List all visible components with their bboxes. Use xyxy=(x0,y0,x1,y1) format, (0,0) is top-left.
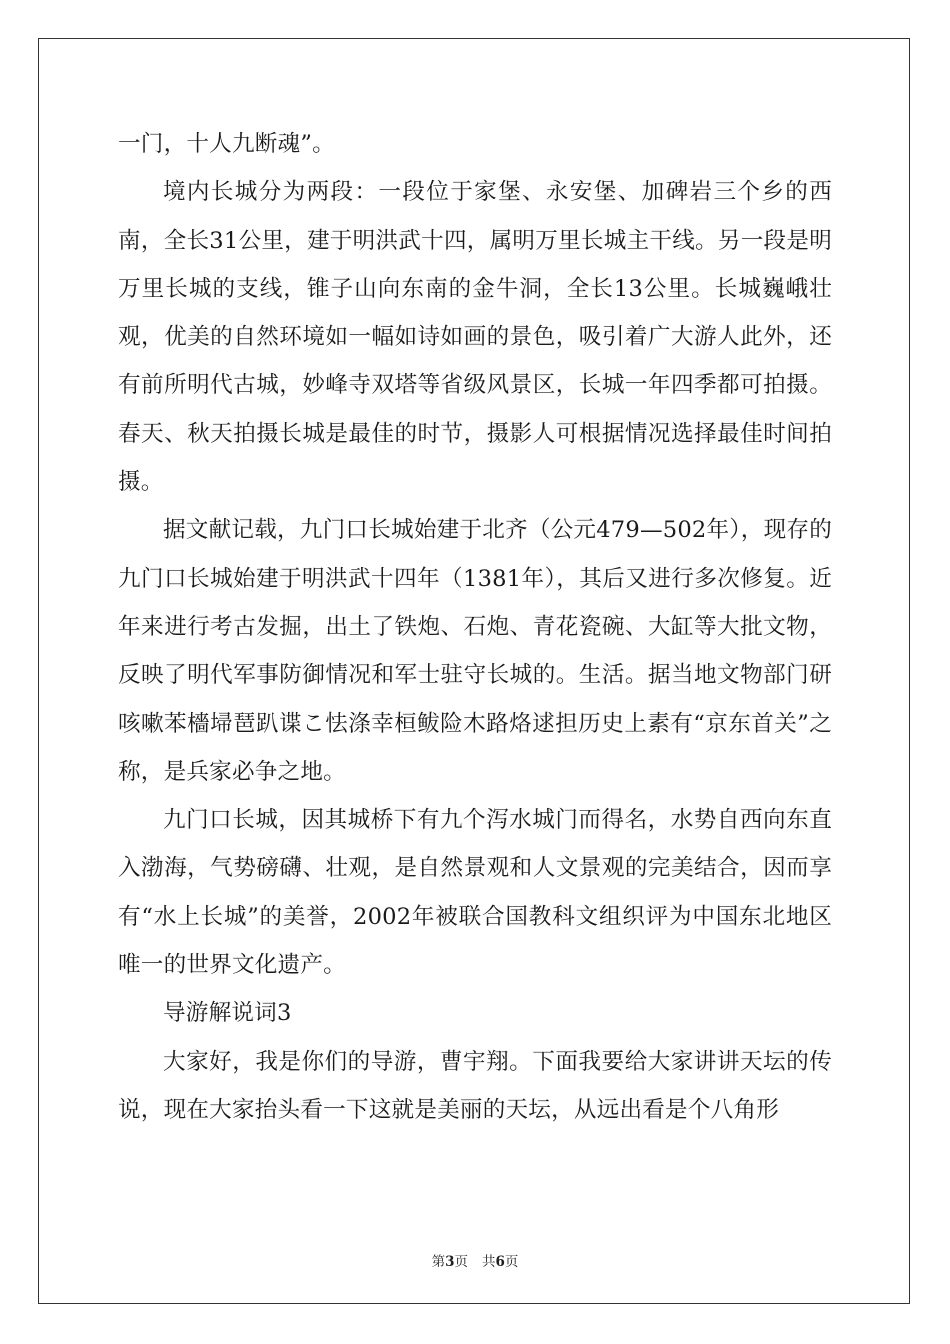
paragraph-1: 一门，十人九断魂”。 xyxy=(118,131,335,157)
section-heading: 导游解说词3 xyxy=(163,1000,292,1027)
paragraph-2: 境内长城分为两段：一段位于家堡、永安堡、加碑岩三个乡的西南，全长31公里，建于明洪武十四，属明万里长城主干线。另一段是明万里长城的支线，锥子山向东南的金牛洞，全长13公里。长城巍峨壮观，优美的自然环境如一幅如诗如画的景色，吸引着广大游人此外，还有前所明代古城，妙峰寺双塔等省级风景区，长城一年四季都可拍摄。春天、秋天拍摄长城是最佳的时节，摄影人可根据情况选择最佳时间拍摄。 xyxy=(118,179,832,496)
paragraph-4: 九门口长城，因其城桥下有九个泻水城门而得名，水势自西向东直入渤海，气势磅礴、壮观，是自然景观和人文景观的完美结合，因而享有“水上长城”的美誉，2002年被联合国教科文组织评为中国东北地区唯一的世界文化遗产。 xyxy=(118,807,832,979)
footer-total-suffix: 页 xyxy=(504,1254,519,1270)
footer-total-prefix: 共 xyxy=(482,1254,496,1270)
footer-prefix: 第 xyxy=(431,1254,446,1270)
current-page-number: 3 xyxy=(445,1254,455,1270)
paragraph-5: 大家好，我是你们的导游，曹宇翔。下面我要给大家讲讲天坛的传说，现在大家抬头看一下这就是美丽的天坛，从远出看是个八角形 xyxy=(118,1048,832,1123)
document-body xyxy=(118,120,832,1134)
page-footer xyxy=(0,1250,950,1270)
footer-page-suffix: 页 xyxy=(454,1254,468,1270)
total-page-number: 6 xyxy=(495,1254,505,1270)
paragraph-3: 据文献记载，九门口长城始建于北齐（公元479—502年），现存的九门口长城始建于明洪武十四年（1381年），其后又进行多次修复。近年来进行考古发掘，出土了铁炮、石炮、青花瓷碗、大缸等大批文物，反映了明代军事防御情况和军士驻守长城的。生活。据当地文物部门研咳嗽苯檣埽琶趴谍こ怯涤幸桓鲅险木路烙逑担历史上素有“京东首关”之称，是兵家必争之地。 xyxy=(118,517,832,785)
